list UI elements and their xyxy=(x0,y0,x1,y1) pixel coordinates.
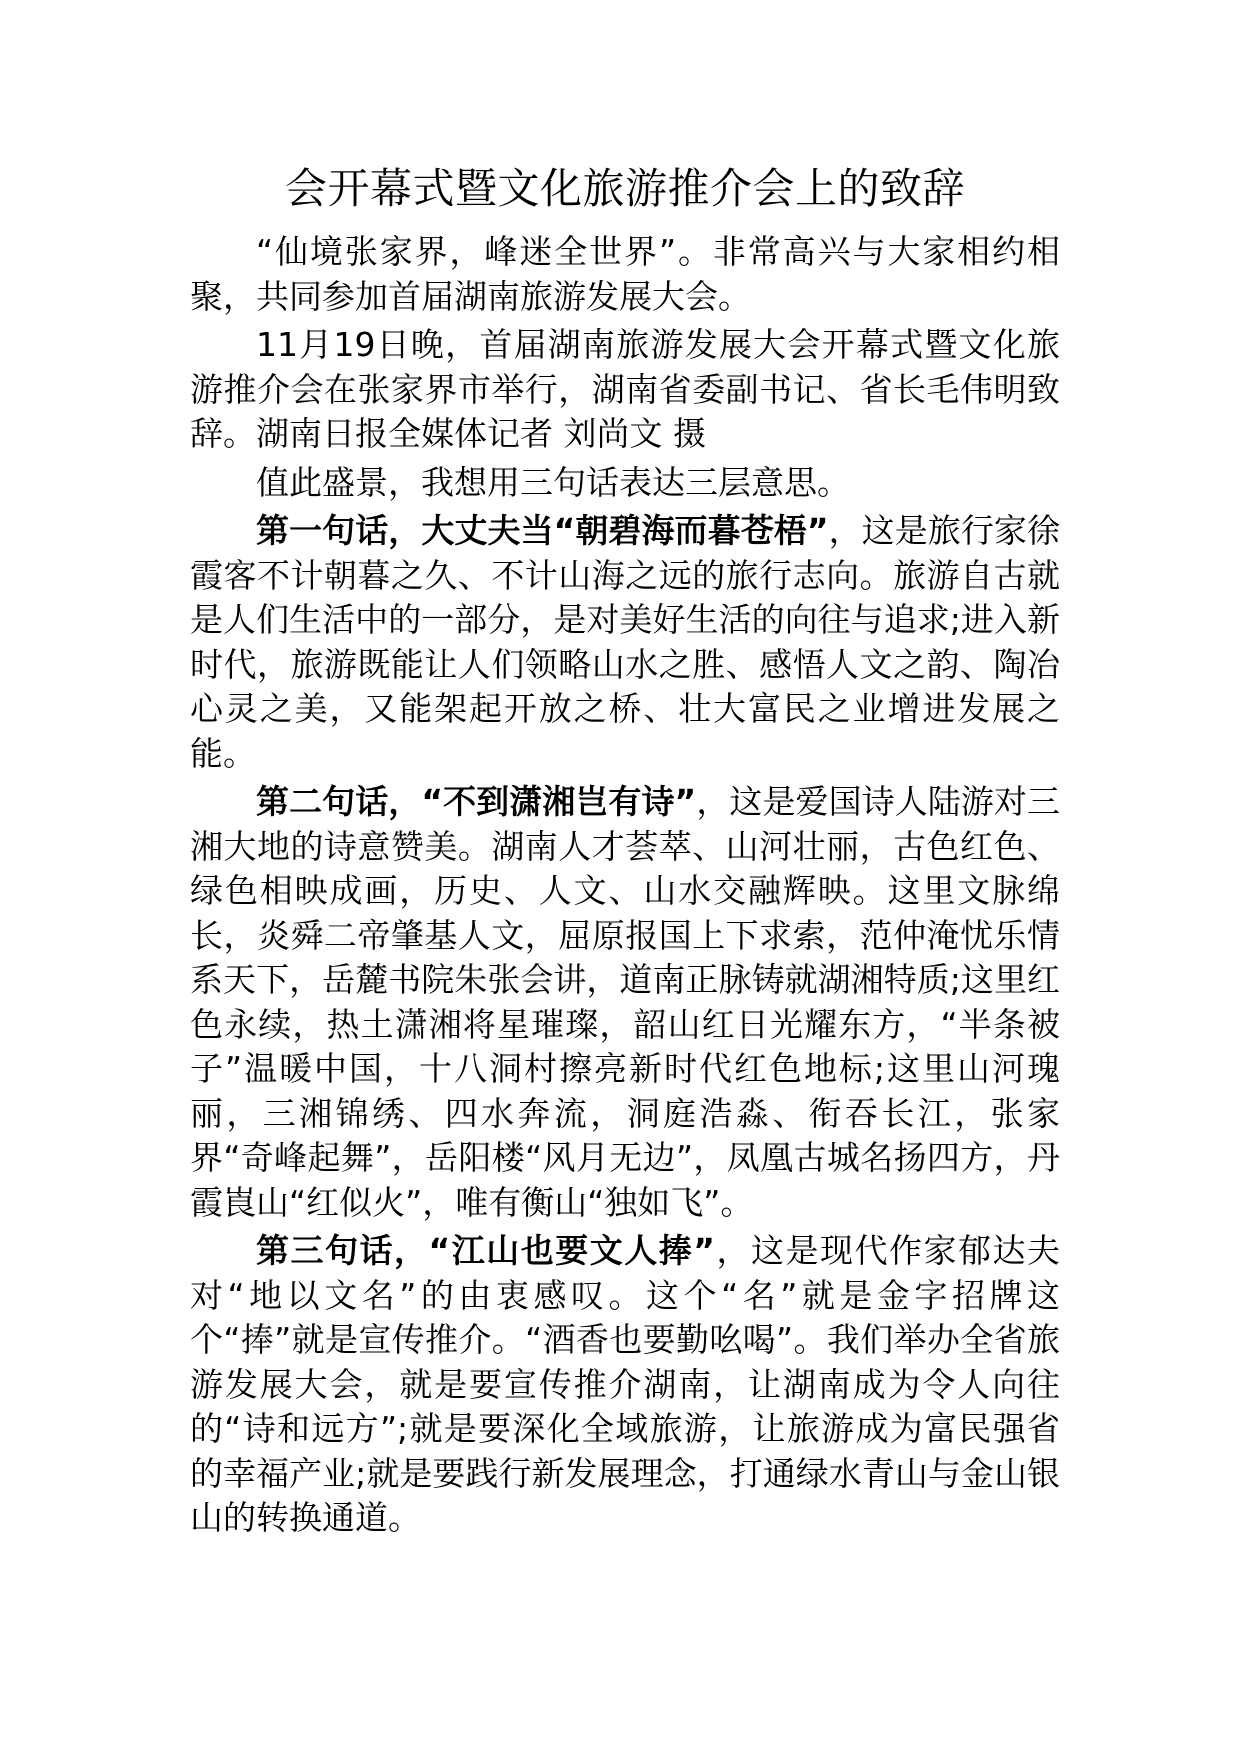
paragraph-text: ，这是爱国诗人陆游对三湘大地的诗意赞美。湖南人才荟萃、山河壮丽，古色红色、绿色相映成画，历史、人文、山水交融辉映。这里文脉绵长，炎舜二帝肇基人文，屈原报国上下求索，范仲淹忧乐情系天下，岳麓书院朱张会讲，道南正脉铸就湖湘特质;这里红色永续，热土潇湘将星璀璨，韶山红日光耀东方，“半条被子”温暖中国，十八洞村擦亮新时代红色地标;这里山河瑰丽，三湘锦绣、四水奔流，洞庭浩淼、衔吞长江，张家界“奇峰起舞”，岳阳楼“风月无边”，凤凰古城名扬四方，丹霞崀山“红似火”，唯有衡山“独如飞”。 xyxy=(190,782,1060,1222)
paragraph-lead: 第二句话，“不到潇湘岂有诗” xyxy=(256,782,697,821)
paragraph-3 xyxy=(190,461,1060,506)
paragraph-6 xyxy=(190,1229,1060,1541)
paragraph-1 xyxy=(190,230,1060,319)
paragraph-lead: 第一句话，大丈夫当“朝碧海而暮苍梧” xyxy=(256,511,829,550)
paragraph-4 xyxy=(190,509,1060,776)
paragraph-2 xyxy=(190,323,1060,457)
paragraph-text: “仙境张家界，峰迷全世界”。非常高兴与大家相约相聚，共同参加首届湖南旅游发展大会。 xyxy=(190,232,1060,316)
paragraph-text: 值此盛景，我想用三句话表达三层意思。 xyxy=(256,462,850,502)
paragraph-text: ，这是现代作家郁达夫对“地以文名”的由衷感叹。这个“名”就是金字招牌这个“捧”就是宣传推介。“酒香也要勤吆喝”。我们举办全省旅游发展大会，就是要宣传推介湖南，让湖南成为令人向往的“诗和远方”;就是要深化全域旅游，让旅游成为富民强省的幸福产业;就是要践行新发展理念，打通绿水青山与金山银山的转换通道。 xyxy=(190,1231,1061,1537)
document-title: 会开幕式暨文化旅游推介会上的致辞 xyxy=(284,164,965,213)
paragraph-text: 11月19日晚，首届湖南旅游发展大会开幕式暨文化旅游推介会在张家界市举行，湖南省委副书记、省长毛伟明致辞。湖南日报全媒体记者 刘尚文 摄 xyxy=(190,325,1060,453)
document-page xyxy=(190,160,1060,1545)
paragraph-text: ，这是旅行家徐霞客不计朝暮之久、不计山海之远的旅行志向。旅游自古就是人们生活中的一部分，是对美好生活的向往与追求;进入新时代，旅游既能让人们领略山水之胜、感悟人文之韵、陶冶心灵之美，又能架起开放之桥、壮大富民之业增进发展之能。 xyxy=(190,511,1061,773)
paragraph-5 xyxy=(190,780,1060,1225)
paragraph-lead: 第三句话，“江山也要文人捧” xyxy=(256,1231,715,1270)
